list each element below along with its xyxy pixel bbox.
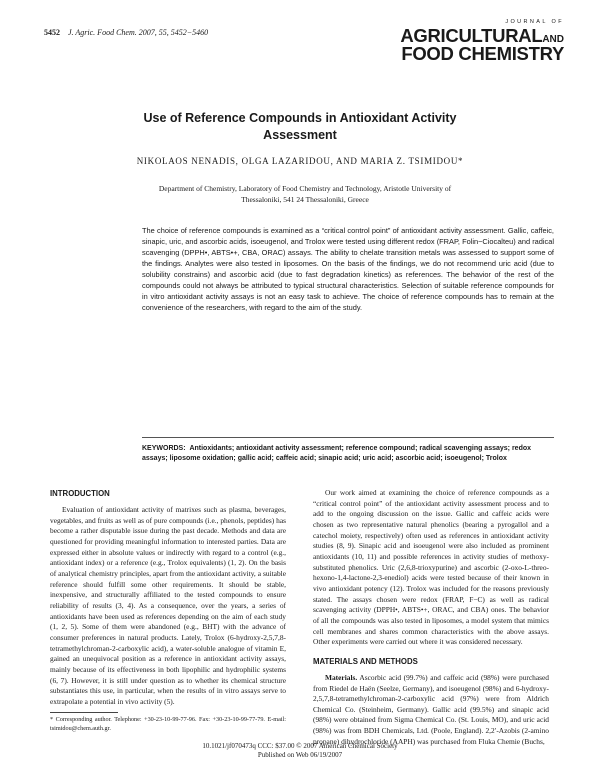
footnote-divider [50,712,118,713]
abstract: The choice of reference compounds is examined as a “critical control point” of antioxidant activity assessment. Gallic, caffeic, sinapic, uric, and ascorbic acids, isoeugenol, and Trolox were tested using different redox (FRAP, Folin−Ciocalteu) and radical scavenging (DPPH•, ABTS•+, CBA, ORAC) assays. The ability to chelate transition metals was assessed to support some of the findings. Analytes were also tested in liposomes. On the basis of the findings, we do not recommend uric acid (due to solubility constrains) and ascorbic acid (due to fast degradation kinetics) as references. The behavior of the rest of the compounds could not always be attributed to typical structural characteristics. Selection of suitable reference compounds for in vitro antioxidant activity assays is not an easy task to achieve. The choice of reference compounds has to remain at the convenience of the researchers, with regard to the aim of the study. [142,226,554,312]
logo-agricultural-word: AGRICULTURAL [400,24,543,46]
materials-paragraph [313,673,549,748]
left-column [50,489,286,707]
keywords-list: Antioxidants; antioxidant activity assessment; reference compound; radical scavenging assays; redox assays; liposome oxidation; gallic acid; caffeic acid; sinapic acid; uric acid; ascorbic acid; isoeugenol; Trolox [142,445,532,463]
doi-line: 10.1021/jf070473q CCC: $37.00 © 2007 American Chemical Society [202,742,398,750]
logo-line-food-chemistry: FOOD CHEMISTRY [401,43,564,64]
introduction-heading: INTRODUCTION [50,489,110,498]
article-affiliation: Department of Chemistry, Laboratory of Food Chemistry and Technology, Aristotle University of Thessaloniki, 541 24 Thessaloniki, Greece [158,184,452,204]
corresponding-author-footnote: * Corresponding author. Telephone: +30-23-10-99-77-96. Fax: +30-23-10-99-77-79. E-mail: tsimidou@chem.auth.gr. [50,716,286,732]
publication-info [100,742,500,761]
aim-paragraph: Our work aimed at examining the choice of reference compounds as a “critical control point” of the antioxidant activity assessment process and to add to the ongoing discussion on the issue. Gallic and caffeic acids were chosen as two representative natural phenolics (bearing a pyrogallol and a catechol moiety, respectively) often used as references in antioxidant activity studies (8, 9). Sinapic acid and isoeugenol were also included as prominent antioxidants (10, 11) and possible references in activity studies of methoxy-substituted phenolics. Uric (2,6,8-trioxypurine) and ascorbic (2-oxo-L-threo-hexono-1,4-lactone-2,3-enediol) acids were tested because of their known in vivo antioxidant potency (12). Trolox was included for the reasons previously stated. The assays chosen were redox (FRAP, F−C) as well as radical scavenging activity (DPPH•, ABTS•+, ORAC, and CBA) ones. The behavior of all the compounds was also tested in liposomes, a model system that mimics cell membranes and shares common characteristics with the above assays. Other experiments were carried out where it was considered necessary. [313,488,549,647]
page-number: 5452 [44,28,60,37]
journal-logo [400,20,564,64]
right-column [313,488,549,747]
page-header [44,19,564,80]
materials-label: Materials. [325,672,358,682]
materials-text: Ascorbic acid (99.7%) and caffeic acid (98%) were purchased from Riedel de Haën (Seelze, Germany), and isoeugenol (98%) and 6-hydroxy-2,5,7,8-tetramethylchroman-2-carboxylic acid (97%) were from Aldrich Chemical Co. (Steinheim, Germany). Gallic acid (99.5%) and sinapic acid (98%) were obtained from Sigma Chemical Co. (St. Louis, MO), and uric acid (98%) was from BDH Chemicals, Ltd. (Poole, England). 2,2′-Azobis (2-amino propane) dihydrochloride (AAPH) was purchased from Fluka Chemie (Buchs, [313,672,549,746]
article-title: Use of Reference Compounds in Antioxidant Activity Assessment [143,111,457,142]
methods-heading: MATERIALS AND METHODS [313,656,418,666]
logo-top-text: JOURNAL OF [505,19,564,25]
keywords [142,444,554,464]
abstract-divider [142,437,554,438]
keywords-label: KEYWORDS: [142,445,186,452]
journal-citation: J. Agric. Food Chem. 2007, 55, 5452−5460 [68,28,209,37]
logo-and-word: AND [542,33,564,45]
article-authors: NIKOLAOS NENADIS, OLGA LAZARIDOU, AND MARIA Z. TSIMIDOU* [136,156,464,166]
introduction-paragraph: Evaluation of antioxidant activity of matrixes such as plasma, beverages, vegetables, and fruits as well as of pure compounds (i.e., phenols, peptides) has become a rather disputable issue during the past decade. Methods and data are questioned for providing meaningful information to interested parties. Data are expressed either in absolute values or indirectly with regard to a control (e.g., antioxidant index) or a reference (e.g., Trolox equivalents) (1, 2). On the basis of analytical chemistry principles, apart from the antioxidant activity, a suitable reference should fulfill some other requirements. It should be stable, inexpensive, and structurally affiliated to the tested compounds to ensure reliability of results (3, 4). As a consequence, over the years, a series of antioxidants have been used as references depending on the aim of each study (1, 2, 5). Some of them were abandoned (e.g., BHT) with the advance of consumer preferences in natural products. Lately, Trolox (6-hydroxy-2,5,7,8-tetramethylchroman-2-carboxylic acid), a water-soluble analogue of vitamin E, gained an unequivocal position as a reference in antioxidant activity assays, mainly because of its effectiveness in both lipophilic and hydrophilic systems (6, 7). However, it is still under question as to whether its chemical structure substantiates this use, in particular, when the results of in vitro assays serve to extrapolate a potential in vivo activity (5). [50,505,286,706]
published-line: Published on Web 06/19/2007 [257,751,343,760]
